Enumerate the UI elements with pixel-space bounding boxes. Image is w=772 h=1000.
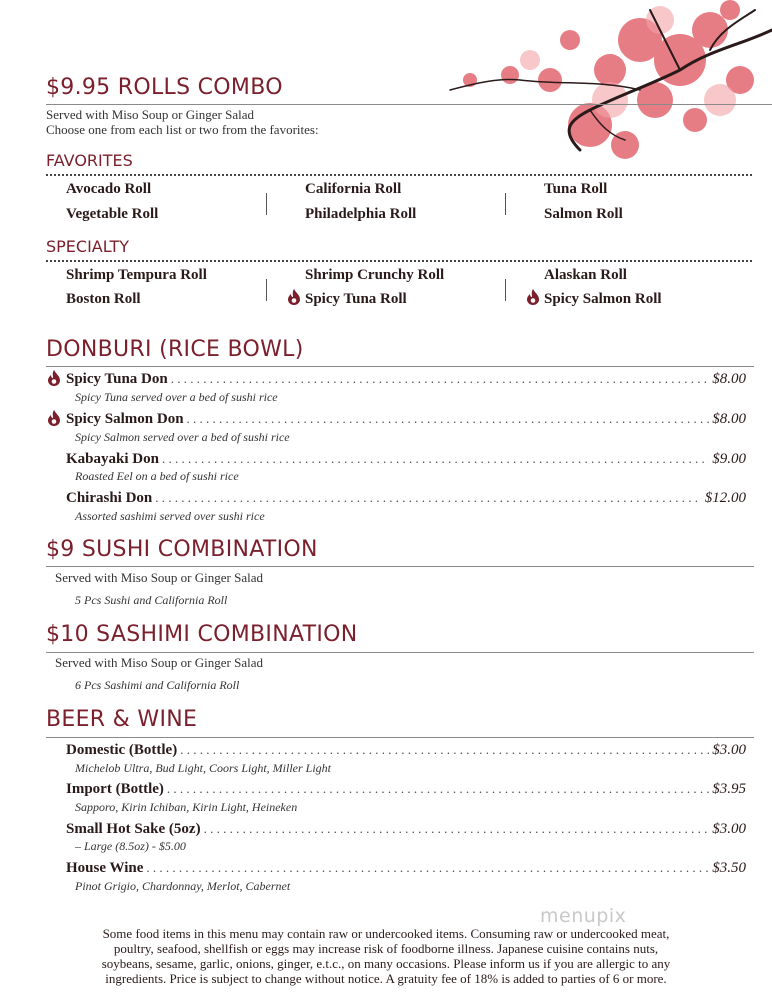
item-description: – Large (8.5oz) - $5.00 xyxy=(75,839,186,853)
menu-item xyxy=(66,742,746,759)
item-price: $8.00 xyxy=(712,371,746,387)
item-description: Spicy Tuna served over a bed of sushi rice xyxy=(75,390,278,404)
dotted-divider xyxy=(46,260,752,262)
dot-leader xyxy=(204,821,710,837)
disclaimer-line: poultry, seafood, shellfish or eggs may increase risk of foodborne illness. Japanese cuisine contains nuts, xyxy=(113,941,659,956)
section-divider xyxy=(46,366,754,367)
item-name: House Wine xyxy=(66,860,144,876)
menu-item xyxy=(66,371,746,388)
dot-leader xyxy=(187,411,710,427)
section-divider xyxy=(46,652,754,653)
section-divider xyxy=(46,104,772,105)
item-price: $3.00 xyxy=(712,742,746,758)
column-divider xyxy=(266,193,267,215)
sashimi-combo-subtitle: Served with Miso Soup or Ginger Salad xyxy=(55,655,263,670)
roll-item: California Roll xyxy=(305,181,402,197)
roll-item-spicy: Spicy Tuna Roll xyxy=(305,291,407,307)
menu-item xyxy=(66,411,746,428)
item-description: Spicy Salmon served over a bed of sushi rice xyxy=(75,430,290,444)
spicy-flame-icon xyxy=(47,410,61,426)
roll-item: Shrimp Crunchy Roll xyxy=(305,267,445,283)
item-description: Roasted Eel on a bed of sushi rice xyxy=(75,469,239,483)
item-description: Michelob Ultra, Bud Light, Coors Light, Miller Light xyxy=(75,761,332,775)
rolls-combo-title: $9.95 ROLLS COMBO xyxy=(46,75,283,100)
item-price: $9.00 xyxy=(712,451,746,467)
menu-item xyxy=(66,451,746,468)
section-divider xyxy=(46,566,754,567)
roll-item: Vegetable Roll xyxy=(66,206,159,222)
sushi-combo-description: 5 Pcs Sushi and California Roll xyxy=(75,593,228,607)
dot-leader xyxy=(167,781,709,797)
item-description: Assorted sashimi served over sushi rice xyxy=(75,509,265,523)
column-divider xyxy=(266,279,267,301)
item-price: $8.00 xyxy=(712,411,746,427)
donburi-title: DONBURI (RICE BOWL) xyxy=(46,337,304,362)
menu-item xyxy=(66,821,746,838)
item-price: $12.00 xyxy=(704,490,746,506)
item-price: $3.95 xyxy=(712,781,746,797)
sushi-combo-title: $9 SUSHI COMBINATION xyxy=(46,537,318,562)
menu-item xyxy=(66,490,746,507)
roll-item: Alaskan Roll xyxy=(544,267,627,283)
disclaimer-line: ingredients. Price is subject to change without notice. A gratuity fee of 18% is added to parties of 6 or more. xyxy=(105,971,667,986)
dot-leader xyxy=(171,371,710,387)
disclaimer-line: Some food items in this menu may contain raw or undercooked items. Consuming raw or undercooked meat, xyxy=(102,926,670,941)
sushi-combo-subtitle: Served with Miso Soup or Ginger Salad xyxy=(55,570,263,585)
column-divider xyxy=(505,193,506,215)
menu-item xyxy=(66,781,746,798)
sashimi-combo-title: $10 SASHIMI COMBINATION xyxy=(46,622,358,647)
sashimi-combo-description: 6 Pcs Sashimi and California Roll xyxy=(75,678,240,692)
item-price: $3.50 xyxy=(712,860,746,876)
cherry-blossom-illustration xyxy=(410,0,772,175)
disclaimer-line: soybeans, sesame, garlic, onions, ginger, e.t.c., on many occasions. Please inform us if you are allergic to any xyxy=(101,956,671,971)
dot-leader xyxy=(155,490,701,506)
spicy-flame-icon xyxy=(47,370,61,386)
item-name: Spicy Salmon Don xyxy=(66,411,184,427)
dot-leader xyxy=(180,742,709,758)
roll-item: Avocado Roll xyxy=(66,181,152,197)
item-description: Sapporo, Kirin Ichiban, Kirin Light, Heineken xyxy=(75,800,298,814)
item-name: Import (Bottle) xyxy=(66,781,164,797)
section-divider xyxy=(46,737,754,738)
roll-item: Philadelphia Roll xyxy=(305,206,417,222)
roll-item: Boston Roll xyxy=(66,291,141,307)
item-name: Domestic (Bottle) xyxy=(66,742,178,758)
menupix-watermark: menupix xyxy=(540,905,627,927)
dot-leader xyxy=(162,451,709,467)
disclaimer xyxy=(60,926,712,986)
spicy-flame-icon xyxy=(526,289,540,305)
item-name: Small Hot Sake (5oz) xyxy=(66,821,201,837)
item-name: Chirashi Don xyxy=(66,490,153,506)
dot-leader xyxy=(146,860,709,876)
item-price: $3.00 xyxy=(712,821,746,837)
favorites-heading: FAVORITES xyxy=(46,151,133,170)
column-divider xyxy=(505,279,506,301)
item-name: Spicy Tuna Don xyxy=(66,371,168,387)
dotted-divider xyxy=(46,174,752,176)
specialty-heading: SPECIALTY xyxy=(46,237,130,256)
item-name: Kabayaki Don xyxy=(66,451,159,467)
roll-item: Tuna Roll xyxy=(544,181,608,197)
menu-item xyxy=(66,860,746,877)
item-description: Pinot Grigio, Chardonnay, Merlot, Cabernet xyxy=(75,879,291,893)
rolls-combo-instructions: Choose one from each list or two from the favorites: xyxy=(46,122,319,137)
spicy-flame-icon xyxy=(287,289,301,305)
roll-item-spicy: Spicy Salmon Roll xyxy=(544,291,662,307)
roll-item: Shrimp Tempura Roll xyxy=(66,267,207,283)
beer-wine-title: BEER & WINE xyxy=(46,707,198,732)
rolls-combo-subtitle: Served with Miso Soup or Ginger Salad xyxy=(46,107,254,122)
roll-item: Salmon Roll xyxy=(544,206,623,222)
